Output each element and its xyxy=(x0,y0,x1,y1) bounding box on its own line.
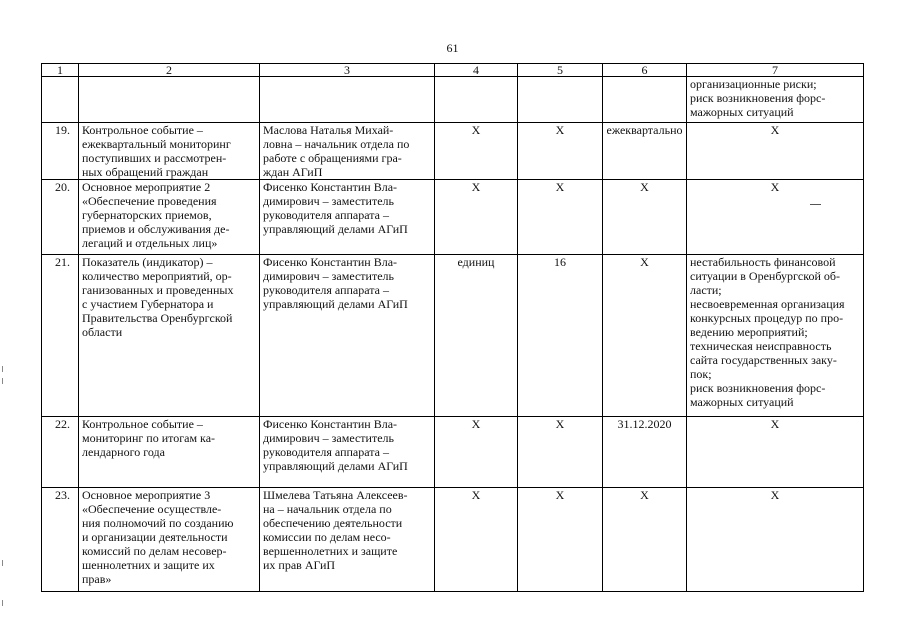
event-cell: Основное мероприятие 3 «Обеспечение осуществле- ния полномочий по созданию и организации деятельности комиссий по делам несовер- шеннолетних и защите их прав» xyxy=(79,488,260,592)
event-cell: Контрольное событие – ежеквартальный мониторинг поступивших и рассмотрен- ных обращений граждан xyxy=(79,123,260,180)
row-number: 23. xyxy=(42,488,79,592)
event-cell: Основное мероприятие 2 «Обеспечение проведения губернаторских приемов, приемов и обслуживания де- легаций и отдельных лиц» xyxy=(79,180,260,255)
value-cell: X xyxy=(518,180,603,255)
responsible-cell: Фисенко Константин Вла- димирович – заместитель руководителя аппарата – управляющий делами АГиП xyxy=(260,417,435,488)
header-cell: 1 xyxy=(42,64,79,77)
row-number: 22. xyxy=(42,417,79,488)
header-cell: 2 xyxy=(79,64,260,77)
date-cell: 31.12.2020 xyxy=(603,417,687,488)
unit-cell: X xyxy=(435,488,518,592)
header-cell: 6 xyxy=(603,64,687,77)
margin-mark xyxy=(2,366,3,372)
dash-mark xyxy=(810,204,821,205)
cell xyxy=(435,77,518,123)
date-cell: X xyxy=(603,255,687,417)
table-row xyxy=(42,255,864,417)
cell xyxy=(260,77,435,123)
margin-mark xyxy=(2,378,3,384)
table-row xyxy=(42,417,864,488)
event-cell: Контрольное событие – мониторинг по итогам ка- лендарного года xyxy=(79,417,260,488)
risks-cell: X xyxy=(687,488,864,592)
margin-mark xyxy=(2,560,3,566)
table-row xyxy=(42,488,864,592)
continuation-row xyxy=(42,77,864,123)
value-cell: X xyxy=(518,417,603,488)
table-row xyxy=(42,123,864,180)
page-number: 61 xyxy=(446,41,459,55)
unit-cell: X xyxy=(435,417,518,488)
unit-cell: X xyxy=(435,123,518,180)
value-cell: X xyxy=(518,488,603,592)
header-cell: 4 xyxy=(435,64,518,77)
risks-cell: нестабильность финансовой ситуации в Оренбургской об- ласти; несвоевременная организация конкурсных процедур по про- ведению мероприятий; техническая неисправность сайта государственных заку- пок; риск возникновения форс- мажорных ситуаций xyxy=(687,255,864,417)
risks-cell: X xyxy=(687,123,864,180)
value-cell: 16 xyxy=(518,255,603,417)
cell xyxy=(42,77,79,123)
date-cell: X xyxy=(603,180,687,255)
responsible-cell: Шмелева Татьяна Алексеев- на – начальник отдела по обеспечению деятельности комиссии по делам несо- вершеннолетних и защите их прав АГиП xyxy=(260,488,435,592)
unit-cell: единиц xyxy=(435,255,518,417)
header-row xyxy=(42,64,864,77)
risks-value: X xyxy=(770,180,780,194)
date-cell: X xyxy=(603,488,687,592)
margin-mark xyxy=(2,600,3,606)
value-cell: X xyxy=(518,123,603,180)
responsible-cell: Фисенко Константин Вла- димирович – заместитель руководителя аппарата – управляющий делами АГиП xyxy=(260,180,435,255)
unit-cell: X xyxy=(435,180,518,255)
header-cell: 7 xyxy=(687,64,864,77)
risks-cell: X xyxy=(687,417,864,488)
header-cell: 5 xyxy=(518,64,603,77)
event-cell: Показатель (индикатор) – количество мероприятий, ор- ганизованных и проведенных с участием Губернатора и Правительства Оренбургской области xyxy=(79,255,260,417)
row-number: 20. xyxy=(42,180,79,255)
risks-cell: организационные риски; риск возникновения форс- мажорных ситуаций xyxy=(687,77,864,123)
plan-table xyxy=(41,63,864,592)
table-row xyxy=(42,180,864,255)
cell xyxy=(518,77,603,123)
date-cell: ежеквартально xyxy=(603,123,687,180)
risks-cell xyxy=(687,180,864,255)
header-cell: 3 xyxy=(260,64,435,77)
cell xyxy=(603,77,687,123)
cell xyxy=(79,77,260,123)
responsible-cell: Маслова Наталья Михай- ловна – начальник отдела по работе с обращениями гра- ждан АГиП xyxy=(260,123,435,180)
row-number: 21. xyxy=(42,255,79,417)
row-number: 19. xyxy=(42,123,79,180)
responsible-cell: Фисенко Константин Вла- димирович – заместитель руководителя аппарата – управляющий делами АГиП xyxy=(260,255,435,417)
